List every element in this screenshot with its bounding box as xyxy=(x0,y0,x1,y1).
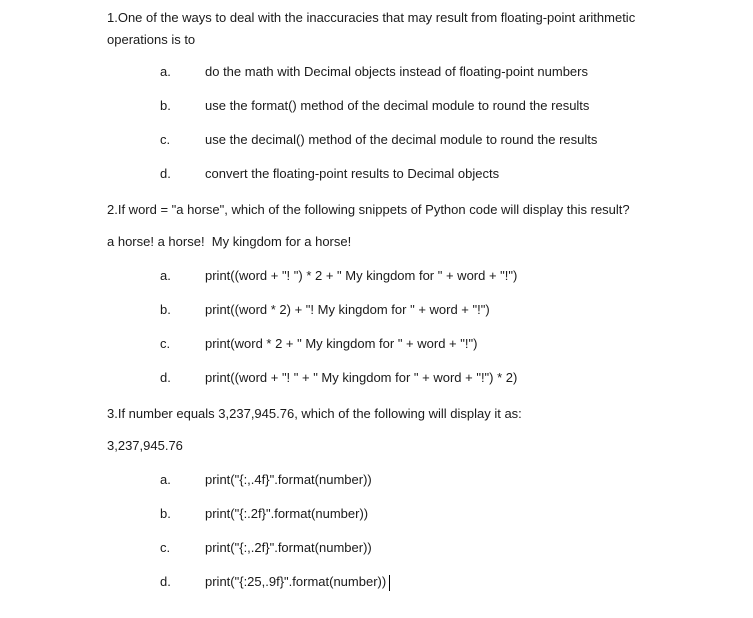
option-letter: a. xyxy=(160,268,171,283)
option-letter: c. xyxy=(160,540,171,555)
option-3c xyxy=(0,540,753,556)
question-2-text-line-1: 2.If word = "a horse", which of the following snippets of Python code will display this result? xyxy=(107,202,630,217)
option-text: print("{:25,.9f}".format(number)) xyxy=(205,574,387,589)
option-2c xyxy=(0,336,753,352)
option-2b xyxy=(0,302,753,318)
option-text: use the format() method of the decimal module to round the results xyxy=(205,98,590,113)
option-3a xyxy=(0,472,753,488)
option-text: convert the floating-point results to Decimal objects xyxy=(205,166,500,181)
option-1d xyxy=(0,166,753,182)
option-1a xyxy=(0,64,753,80)
option-letter: d. xyxy=(160,370,171,385)
question-2-text-line-2: a horse! a horse! My kingdom for a horse! xyxy=(107,234,352,249)
option-text: print("{:,.4f}".format(number)) xyxy=(205,472,372,487)
option-text: do the math with Decimal objects instead of floating-point numbers xyxy=(205,64,588,79)
option-text: print((word + "! ") * 2 + " My kingdom for " + word + "!") xyxy=(205,268,518,283)
option-letter: b. xyxy=(160,302,171,317)
option-letter: a. xyxy=(160,64,171,79)
question-3-text-line-1: 3.If number equals 3,237,945.76, which of the following will display it as: xyxy=(107,406,522,421)
option-text: print((word + "! " + " My kingdom for " + word + "!") * 2) xyxy=(205,370,518,385)
question-1-text-line-2: operations is to xyxy=(107,32,196,47)
option-letter: a. xyxy=(160,472,171,487)
option-text: print(word * 2 + " My kingdom for " + word + "!") xyxy=(205,336,478,351)
option-text-wrap xyxy=(205,574,390,591)
option-2d xyxy=(0,370,753,386)
option-letter: c. xyxy=(160,132,171,147)
option-text: print("{:.2f}".format(number)) xyxy=(205,506,369,521)
option-text: use the decimal() method of the decimal module to round the results xyxy=(205,132,598,147)
option-letter: c. xyxy=(160,336,171,351)
question-3-text-line-2: 3,237,945.76 xyxy=(107,438,183,453)
option-text: print((word * 2) + "! My kingdom for " + word + "!") xyxy=(205,302,490,317)
question-1-text-line-1: 1.One of the ways to deal with the inaccuracies that may result from floating-point arithmetic xyxy=(107,10,636,25)
option-letter: b. xyxy=(160,98,171,113)
option-letter: d. xyxy=(160,574,171,589)
option-3b xyxy=(0,506,753,522)
option-1c xyxy=(0,132,753,148)
option-1b xyxy=(0,98,753,114)
text-cursor xyxy=(389,575,390,591)
option-text: print("{:,.2f}".format(number)) xyxy=(205,540,372,555)
option-2a xyxy=(0,268,753,284)
option-letter: b. xyxy=(160,506,171,521)
option-letter: d. xyxy=(160,166,171,181)
option-3d xyxy=(0,574,753,590)
